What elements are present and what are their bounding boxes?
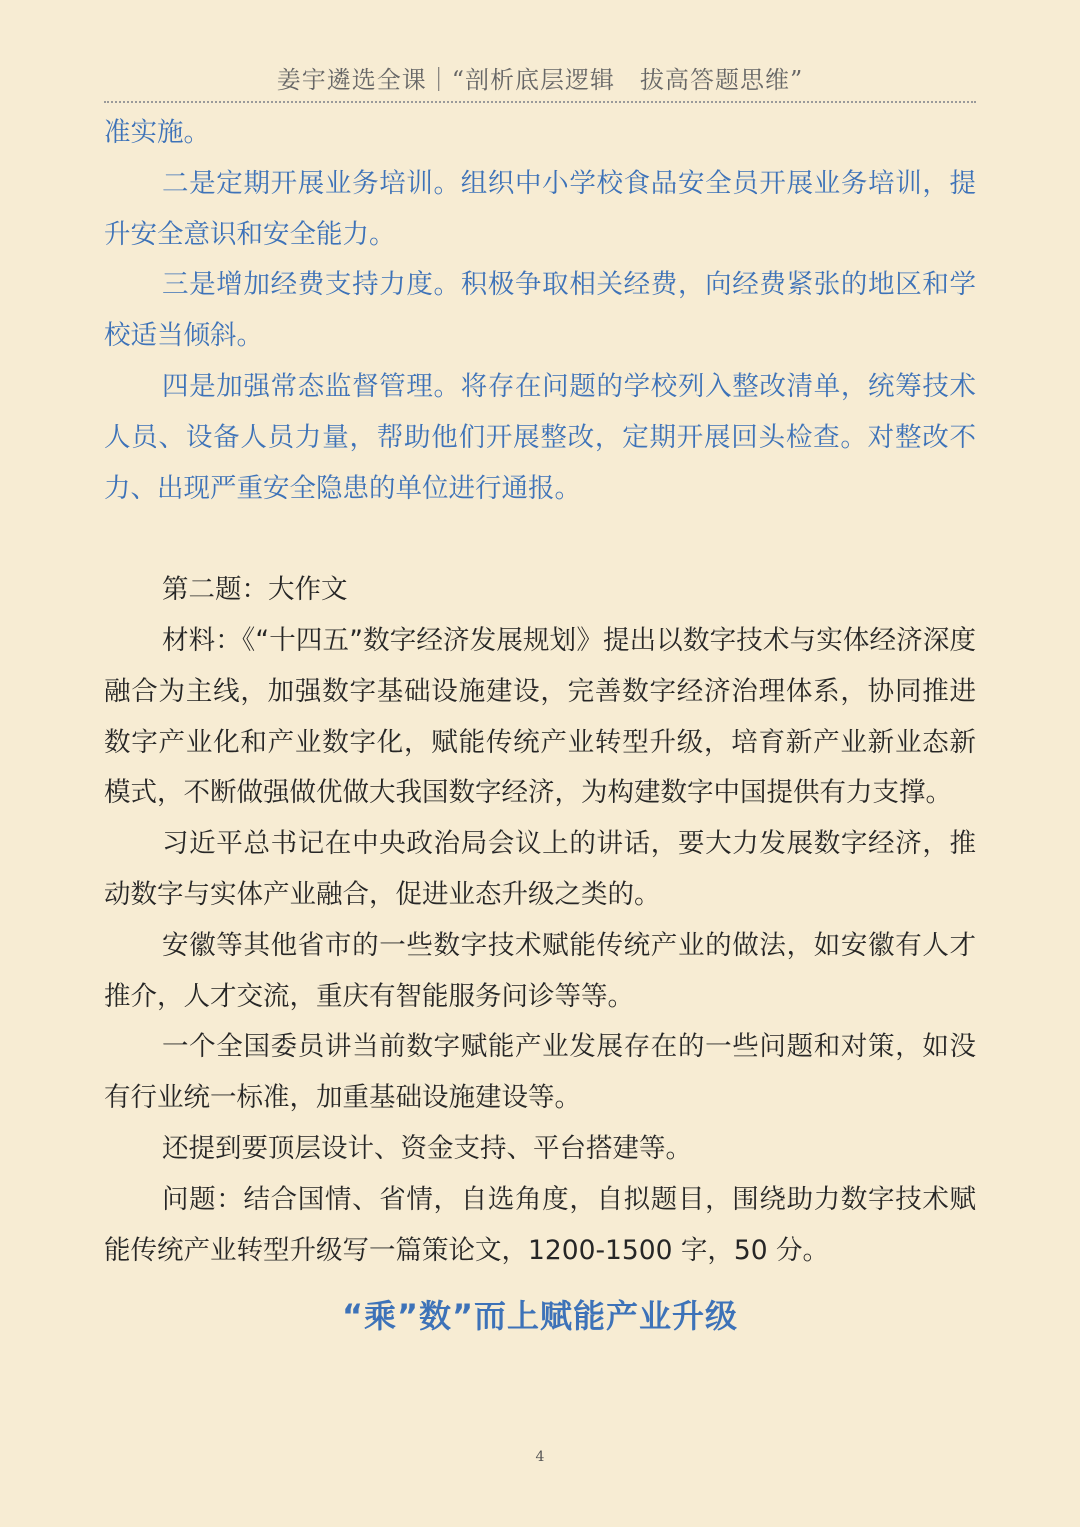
- material-paragraph-3: 安徽等其他省市的一些数字技术赋能传统产业的做法，如安徽有人才推介，人才交流，重庆有智能服务问诊等等。: [104, 929, 976, 1012]
- essay-title: “乘”数”而上赋能产业升级: [341, 1297, 739, 1336]
- answer-point-2: 二是定期开展业务培训。组织中小学校食品安全员开展业务培训，提升安全意识和安全能力。: [104, 167, 976, 250]
- page-header: 姜宇遴选全课｜“剖析底层逻辑 拔高答题思维”: [276, 66, 804, 94]
- page-content: [104, 108, 976, 1348]
- answer-continuation: 准实施。: [104, 117, 210, 148]
- answer-point-4: 四是加强常态监督管理。将存在问题的学校列入整改清单，统筹技术人员、设备人员力量，帮助他们开展整改，定期开展回头检查。对整改不力、出现严重安全隐患的单位进行通报。: [104, 370, 976, 504]
- material-paragraph-4: 一个全国委员讲当前数字赋能产业发展存在的一些问题和对策，如没有行业统一标准，加重基础设施建设等。: [104, 1031, 976, 1114]
- question-prompt: 问题：结合国情、省情，自选角度，自拟题目，围绕助力数字技术赋能传统产业转型升级写一篇策论文，1200-1500 字，50 分。: [104, 1183, 976, 1266]
- page-number: 4: [535, 1449, 545, 1465]
- material-paragraph-1: 材料：《“十四五”数字经济发展规划》提出以数字技术与实体经济深度融合为主线，加强数字基础设施建设，完善数字经济治理体系，协同推进数字产业化和产业数字化，赋能传统产业转型升级，培育新产业新业态新模式，不断做强做优做大我国数字经济，为构建数字中国提供有力支撑。: [104, 624, 976, 809]
- section-gap: [104, 514, 976, 565]
- header-dotted-divider: [104, 101, 976, 103]
- material-paragraph-5: 还提到要顶层设计、资金支持、平台搭建等。: [162, 1132, 692, 1164]
- material-paragraph-2: 习近平总书记在中央政治局会议上的讲话，要大力发展数字经济，推动数字与实体产业融合，促进业态升级之类的。: [104, 828, 976, 910]
- answer-point-3: 三是增加经费支持力度。积极争取相关经费，向经费紧张的地区和学校适当倾斜。: [104, 269, 976, 352]
- question-heading: 第二题：大作文: [162, 574, 348, 606]
